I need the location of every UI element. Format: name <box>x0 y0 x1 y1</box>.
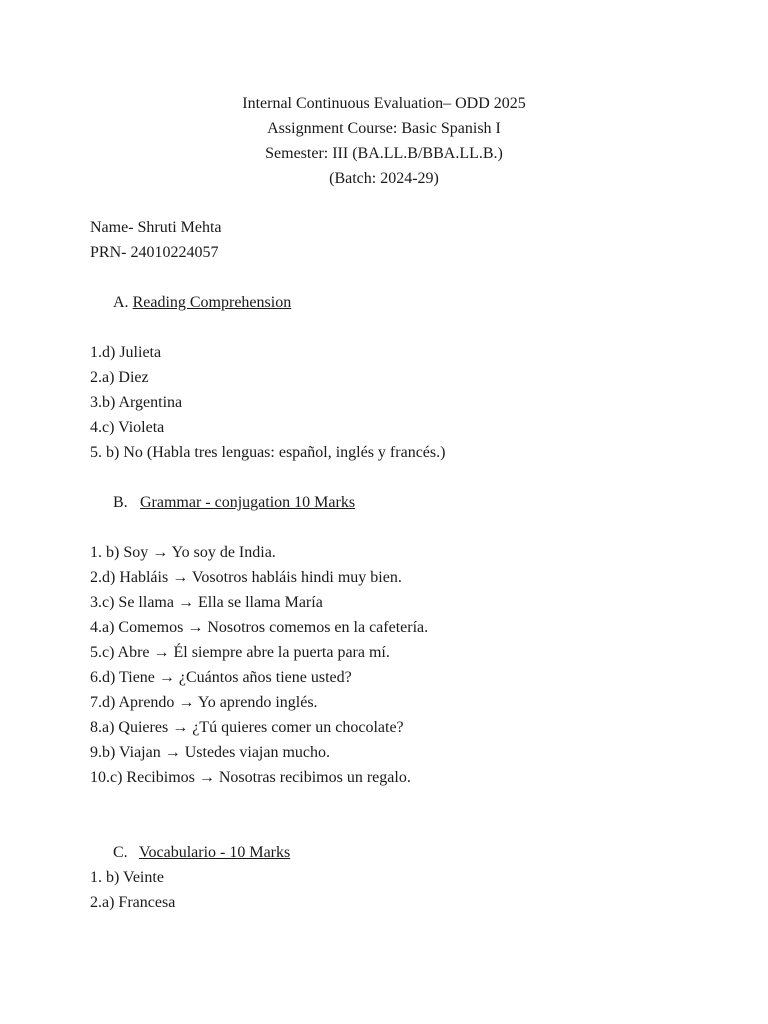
answer-line: 8.a) Quieres → ¿Tú quieres comer un chocolate? <box>90 719 404 736</box>
student-name: Name- Shruti Mehta <box>90 219 222 236</box>
header-batch: (Batch: 2024-29) <box>329 170 439 187</box>
answer-line: 4.a) Comemos → Nosotros comemos en la cafetería. <box>90 619 429 636</box>
answer-line: 3.b) Argentina <box>90 394 183 411</box>
student-prn: PRN- 24010224057 <box>90 244 219 261</box>
section-c-letter: C. <box>113 844 128 861</box>
section-b-heading <box>113 490 355 515</box>
answer-line: 1. b) Veinte <box>90 869 164 886</box>
answer-line: 5. b) No (Habla tres lenguas: español, inglés y francés.) <box>90 444 446 461</box>
answer-line: 10.c) Recibimos → Nosotras recibimos un regalo. <box>90 769 411 786</box>
section-a-heading <box>113 290 291 315</box>
section-b-letter: B. <box>113 494 128 511</box>
section-a-letter: A. <box>113 294 129 311</box>
header-semester: Semester: III (BA.LL.B/BBA.LL.B.) <box>265 145 503 162</box>
answer-line: 2.a) Francesa <box>90 894 176 911</box>
section-c-heading <box>113 840 290 865</box>
header-course: Assignment Course: Basic Spanish I <box>267 120 501 137</box>
answer-line: 5.c) Abre → Él siempre abre la puerta para mí. <box>90 644 390 661</box>
section-a-title: Reading Comprehension <box>132 294 292 311</box>
header-evaluation-title: Internal Continuous Evaluation– ODD 2025 <box>242 95 526 112</box>
answer-line: 2.d) Habláis → Vosotros habláis hindi muy bien. <box>90 569 402 586</box>
answer-line: 2.a) Diez <box>90 369 149 386</box>
answer-line: 7.d) Aprendo → Yo aprendo inglés. <box>90 694 318 711</box>
document-header <box>0 91 768 191</box>
answer-line: 1.d) Julieta <box>90 344 162 361</box>
answer-line: 1. b) Soy → Yo soy de India. <box>90 544 276 561</box>
section-b-title: Grammar - conjugation 10 Marks <box>140 494 356 511</box>
answer-line: 9.b) Viajan → Ustedes viajan mucho. <box>90 744 331 761</box>
answer-line: 6.d) Tiene → ¿Cuántos años tiene usted? <box>90 669 352 686</box>
section-c-title: Vocabulario - 10 Marks <box>139 844 291 861</box>
answer-line: 3.c) Se llama → Ella se llama María <box>90 594 323 611</box>
answer-line: 4.c) Violeta <box>90 419 165 436</box>
